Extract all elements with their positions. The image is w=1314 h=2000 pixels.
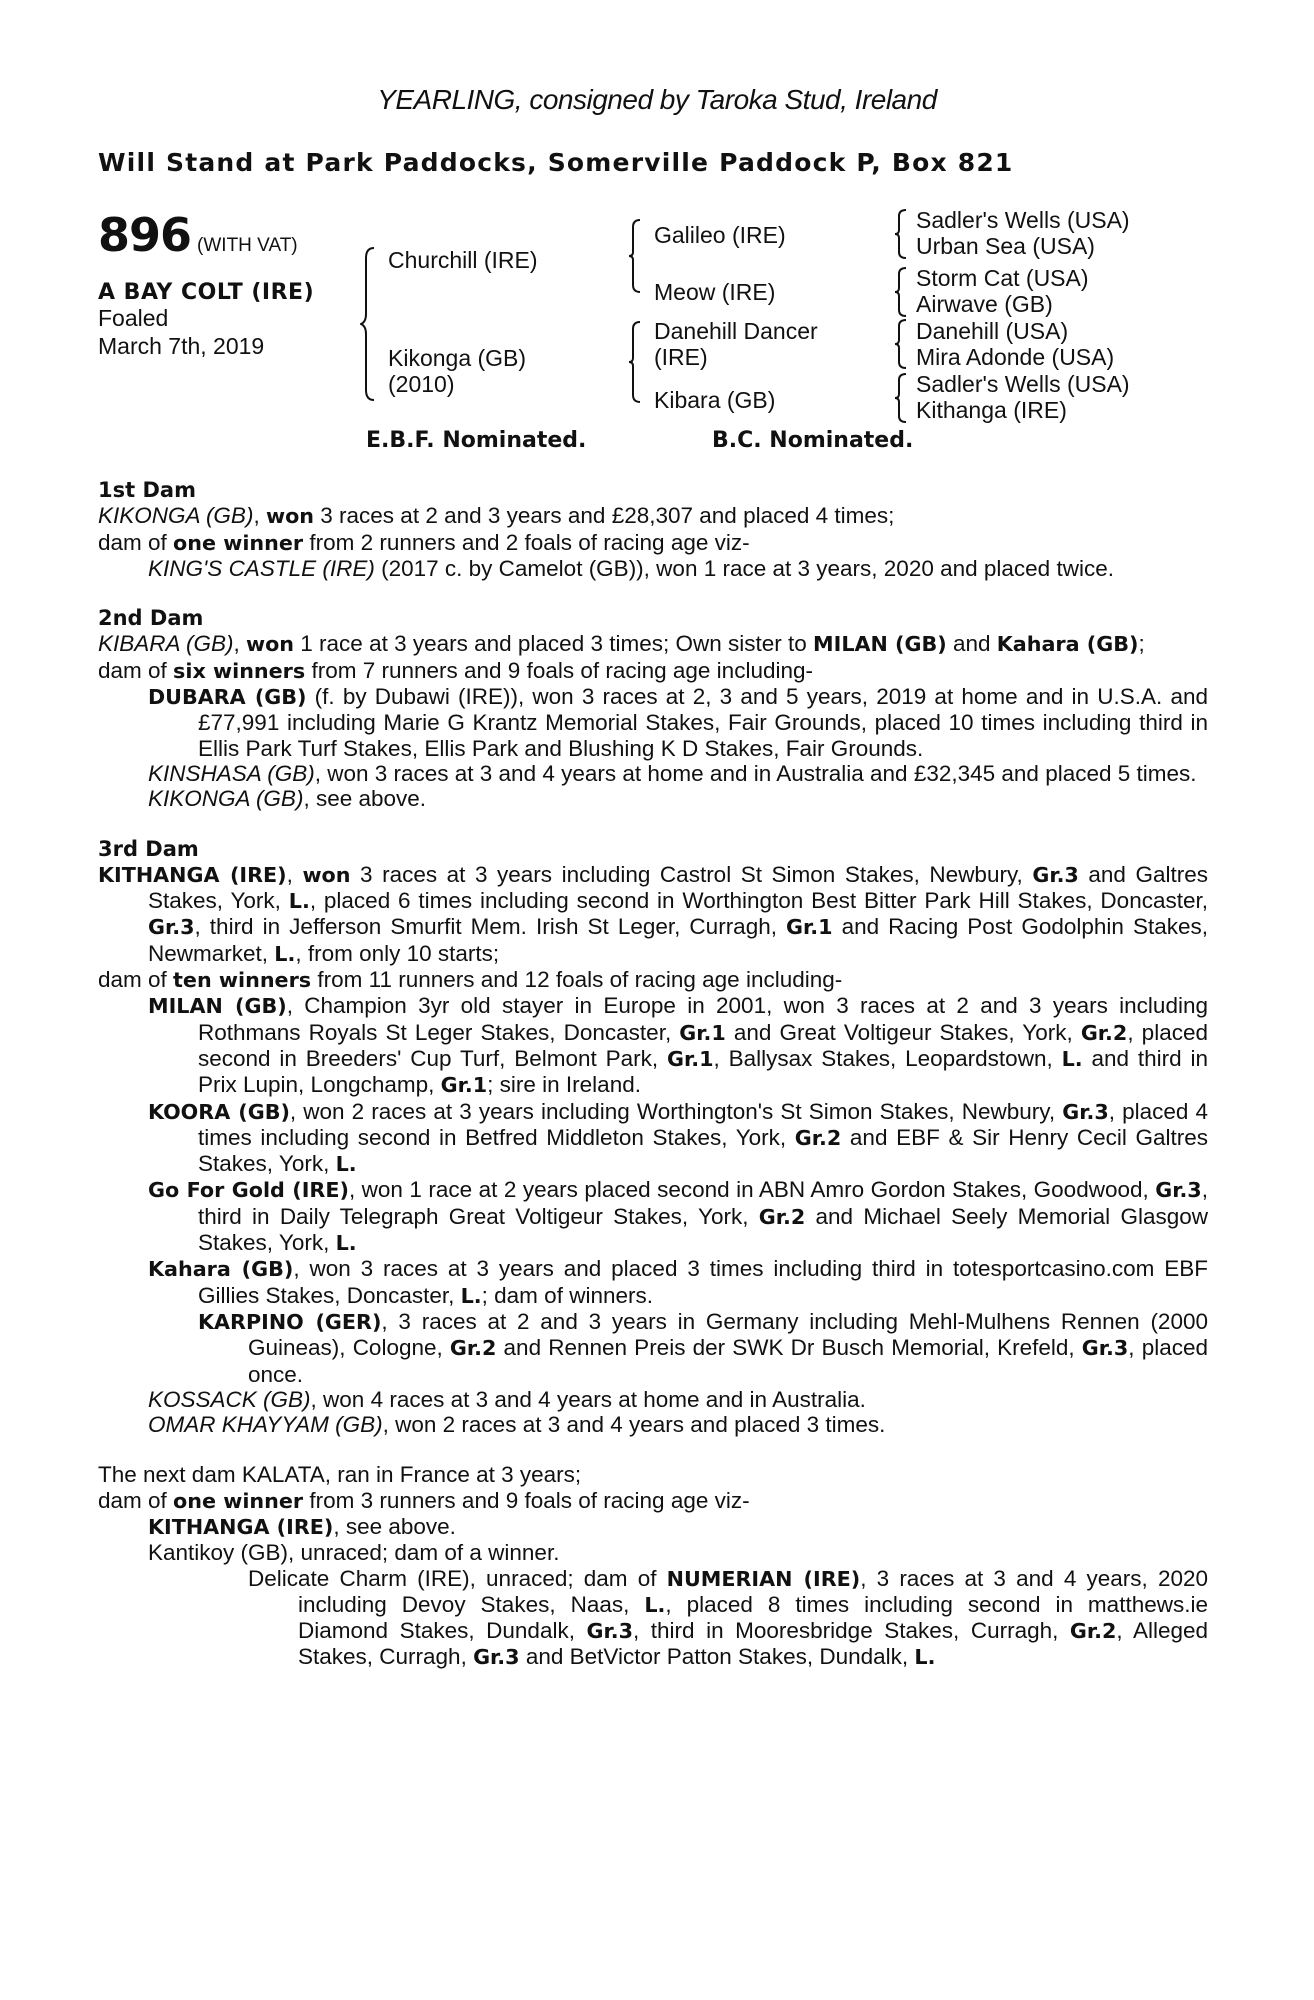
pedigree-gg-7: Sadler's Wells (USA) [916,371,1130,397]
bold-text: MILAN (GB) [813,632,947,657]
bold-text: L. [1061,1046,1083,1071]
pedigree-brace-gg1-icon [894,208,908,260]
text-run: and Michael Seely Memorial Glasgow Stakes, York, [198,1203,1208,1256]
text-run: ; [1138,631,1145,657]
pedigree-sire-sire: Galileo (IRE) [654,222,786,248]
bold-text: six winners [173,658,306,683]
text-run: , [253,503,266,529]
text-run: , won 1 race at 2 years placed second in ABN Amro Gordon Stakes, Goodwood, [348,1177,1156,1203]
text-run: 1 race at 3 years and placed 3 times; Own sister to [294,631,814,657]
text-run: from 11 runners and 12 foals of racing age including- [311,967,843,993]
bold-text: ten winners [173,968,312,993]
italic-text: KIKONGA (GB) [148,786,304,812]
text-run: (f. by Dubawi (IRE)), won 3 races at 2, 3 and 5 years, 2019 at home and in U.S.A. and £77,991 including Marie G Krantz Memorial Stakes, Fair Grounds, placed 10 times including third in Ellis Park Turf Stakes, Ellis Park and Blushing K D Stakes, Fair Grounds. [198,684,1208,761]
bold-text: KITHANGA (IRE) [148,1514,334,1539]
pedigree-paragraph [98,1462,1208,1487]
italic-text: KIBARA (GB) [98,631,234,657]
bold-text: L. [274,941,296,966]
bold-text: Gr.2 [1080,1020,1128,1045]
pedigree-paragraph [98,1256,1208,1309]
lot-number-block [98,208,298,262]
pedigree-paragraph [98,1566,1208,1671]
text-run: dam of [98,657,174,683]
lot-number: 896 [98,208,192,262]
text-run: , 3 races at 3 and 4 years, 2020 including Devoy Stakes, Naas, [298,1565,1208,1617]
bold-text: Gr.3 [1155,1178,1202,1203]
bold-text: L. [288,889,310,914]
bold-text: Kahara (GB) [148,1257,294,1282]
bold-text: one winner [173,1488,304,1513]
page-title: YEARLING, consigned by Taroka Stud, Ireland [377,84,937,115]
pedigree-paragraph [98,1488,1208,1514]
bold-text: one winner [173,530,304,555]
bold-text: Gr.3 [1081,1336,1129,1361]
text-run: , [286,861,303,887]
bold-text: Gr.3 [473,1645,520,1670]
bold-text: L. [460,1283,482,1308]
bold-text: L. [914,1645,936,1670]
bold-text: Gr.1 [786,915,833,940]
text-run: and BetVictor Patton Stakes, Dundalk, [519,1644,915,1670]
bold-text: L. [644,1592,666,1617]
pedigree-gg-1: Sadler's Wells (USA) [916,207,1130,233]
pedigree-paragraph [98,761,1208,786]
text-run: dam of [98,967,174,993]
text-run: (2017 c. by Camelot (GB)), won 1 race at 3 years, 2020 and placed twice. [374,555,1114,581]
italic-text: KINSHASA (GB) [148,760,315,786]
text-run: and Great Voltigeur Stakes, York, [725,1019,1081,1045]
pedigree-sire: Churchill (IRE) [388,247,538,273]
bold-text: Gr.3 [1032,862,1079,887]
text-run: The next dam KALATA, ran in France at 3 years; [98,1462,582,1488]
text-run: ; dam of winners. [481,1282,653,1308]
bold-text: L. [335,1231,357,1256]
stand-location: Will Stand at Park Paddocks, Somerville Paddock P, Box 821 [98,148,1014,177]
bold-text: won [265,504,315,529]
bold-text: Gr.1 [679,1020,726,1045]
text-run: , won 3 races at 3 years and placed 3 times including third in totesportcasino.com EBF Gillies Stakes, Doncaster, [198,1256,1208,1308]
text-run: , Ballysax Stakes, Leopardstown, [713,1045,1062,1071]
bold-text: Gr.2 [449,1336,497,1361]
pedigree-paragraph [98,631,1208,657]
foaled-label: Foaled [98,305,169,331]
pedigree-paragraph [98,1387,1208,1412]
text-run: from 7 runners and 9 foals of racing age including- [305,657,813,683]
text-run: , placed 8 times including second in matthews.ie Diamond Stakes, Dundalk, [298,1591,1208,1644]
text-run: , placed once. [248,1335,1208,1387]
text-run: , won 4 races at 3 and 4 years at home and in Australia. [310,1386,866,1412]
text-run: Kantikoy (GB), unraced; dam of a winner. [148,1540,560,1566]
text-run: , won 2 races at 3 and 4 years and placed 3 times. [382,1412,886,1438]
text-run: , 3 races at 2 and 3 years in Germany including Mehl-Mulhens Rennen (2000 Guineas), Cologne, [248,1308,1208,1361]
pedigree-paragraph [98,1099,1208,1178]
pedigree-brace-gg3-icon [894,318,908,370]
text-run: and Racing Post Godolphin Stakes, Newmarket, [148,914,1208,966]
pedigree-paragraph [98,684,1208,761]
pedigree-paragraph [98,1412,1208,1437]
text-run: , third in Jefferson Smurfit Mem. Irish St Leger, Curragh, [194,914,787,940]
italic-text: KIKONGA (GB) [98,503,254,529]
pedigree-brace-gen1-icon [360,246,376,402]
text-run: , Alleged Stakes, Curragh, [298,1618,1209,1670]
text-run: 3 races at 3 years including Castrol St Simon Stakes, Newbury, [350,861,1033,887]
bold-text: won [302,862,351,887]
horse-description: A BAY COLT (IRE) [98,280,315,305]
bold-text: Go For Gold (IRE) [148,1178,349,1203]
text-run: Delicate Charm (IRE), unraced; dam of [248,1565,667,1591]
pedigree-brace-gg2-icon [894,266,908,318]
bold-text: Gr.2 [1069,1619,1117,1644]
italic-text: OMAR KHAYYAM (GB) [148,1412,383,1438]
pedigree-gg-4: Airwave (GB) [916,291,1053,317]
text-run: and EBF & Sir Henry Cecil Galtres Stakes, York, [198,1124,1208,1177]
section-gap [98,1437,1208,1462]
bold-text: Gr.2 [794,1125,842,1150]
bold-text: Gr.3 [1062,1099,1109,1124]
italic-text: KING'S CASTLE (IRE) [148,555,375,581]
ebf-nominated: E.B.F. Nominated. [366,428,587,453]
pedigree-paragraph [98,786,1208,811]
bold-text: DUBARA (GB) [148,685,307,710]
text-run: from 3 runners and 9 foals of racing age viz- [303,1487,750,1513]
bold-text: NUMERIAN (IRE) [666,1566,861,1591]
pedigree-paragraph [98,556,1208,581]
pedigree-dam-dam: Kibara (GB) [654,387,776,413]
text-run: , won 3 races at 3 and 4 years at home and in Australia and £32,345 and placed 5 times. [314,760,1197,786]
text-run: , [233,631,246,657]
pedigree-paragraph [98,1514,1208,1540]
text-run: 3 races at 2 and 3 years and £28,307 and placed 4 times; [314,503,895,529]
section-heading: 3rd Dam [98,836,199,861]
pedigree-gg-5: Danehill (USA) [916,318,1069,344]
section-heading: 2nd Dam [98,606,204,631]
catalogue-body [98,478,1208,1671]
bold-text: KITHANGA (IRE) [98,862,287,887]
foaled-date: March 7th, 2019 [98,333,265,359]
bold-text: KARPINO (GER) [198,1309,382,1334]
italic-text: KOSSACK (GB) [148,1386,311,1412]
pedigree-paragraph [98,1540,1208,1565]
pedigree-dam-sire-1: Danehill Dancer [654,318,818,344]
text-run: , placed 6 times including second in Worthington Best Bitter Park Hill Stakes, Doncaster, [309,888,1208,914]
text-run: dam of [98,1487,174,1513]
pedigree-gg-3: Storm Cat (USA) [916,265,1089,291]
pedigree-paragraph [98,1177,1208,1256]
section-gap [98,812,1208,837]
bold-text: Kahara (GB) [996,632,1139,657]
pedigree-dam-year: (2010) [388,371,455,397]
text-run: , see above. [303,786,427,812]
pedigree-sire-dam: Meow (IRE) [654,279,776,305]
text-run: and Galtres Stakes, York, [148,861,1208,914]
text-run: and third in Prix Lupin, Longchamp, [198,1045,1209,1098]
text-run: , won 2 races at 3 years including Worthington's St Simon Stakes, Newbury, [289,1098,1063,1124]
text-run: , see above. [333,1513,456,1539]
pedigree-paragraph [98,1309,1208,1387]
text-run: , placed 4 times including second in Betfred Middleton Stakes, York, [198,1098,1208,1150]
bold-text: L. [335,1152,357,1177]
pedigree-paragraph [98,862,1208,967]
bold-text: Gr.3 [586,1619,633,1644]
pedigree-brace-dam-icon [628,320,642,404]
section-heading: 1st Dam [98,478,196,502]
pedigree-gg-2: Urban Sea (USA) [916,233,1095,259]
bold-text: Gr.1 [666,1046,714,1071]
pedigree-gg-6: Mira Adonde (USA) [916,344,1115,370]
text-run: , Champion 3yr old stayer in Europe in 2001, won 3 races at 2 and 3 years including Rothmans Royals St Leger Stakes, Doncaster, [198,993,1208,1045]
text-run: , third in Mooresbridge Stakes, Curragh, [633,1618,1070,1644]
vat-note: (WITH VAT) [197,235,298,256]
text-run: dam of [98,529,174,555]
bc-nominated: B.C. Nominated. [712,428,914,453]
text-run: ; sire in Ireland. [487,1072,641,1098]
text-run: and Rennen Preis der SWK Dr Busch Memorial, Krefeld, [496,1335,1082,1361]
pedigree-paragraph [98,530,1208,556]
pedigree-dam-name: Kikonga (GB) [388,345,527,371]
section-gap [98,581,1208,606]
pedigree-paragraph [98,967,1208,993]
bold-text: Gr.1 [440,1073,488,1098]
bold-text: MILAN (GB) [148,994,287,1019]
text-run: , third in Daily Telegraph Great Voltigeur Stakes, York, [198,1177,1208,1229]
bold-text: won [245,632,295,657]
pedigree-paragraph [98,503,1208,529]
pedigree-paragraph [98,993,1208,1098]
text-run: from 2 runners and 2 foals of racing age viz- [303,529,750,555]
text-run: , placed second in Breeders' Cup Turf, Belmont Park, [198,1019,1208,1071]
text-run: and [946,631,997,657]
pedigree-brace-gg4-icon [894,372,908,424]
bold-text: Gr.2 [758,1204,806,1229]
pedigree-paragraph [98,658,1208,684]
pedigree-dam-sire-2: (IRE) [654,344,708,370]
bold-text: Gr.3 [148,915,195,940]
pedigree-brace-sire-icon [628,218,642,294]
bold-text: KOORA (GB) [148,1099,290,1124]
pedigree-gg-8: Kithanga (IRE) [916,397,1067,423]
text-run: , from only 10 starts; [295,940,500,966]
